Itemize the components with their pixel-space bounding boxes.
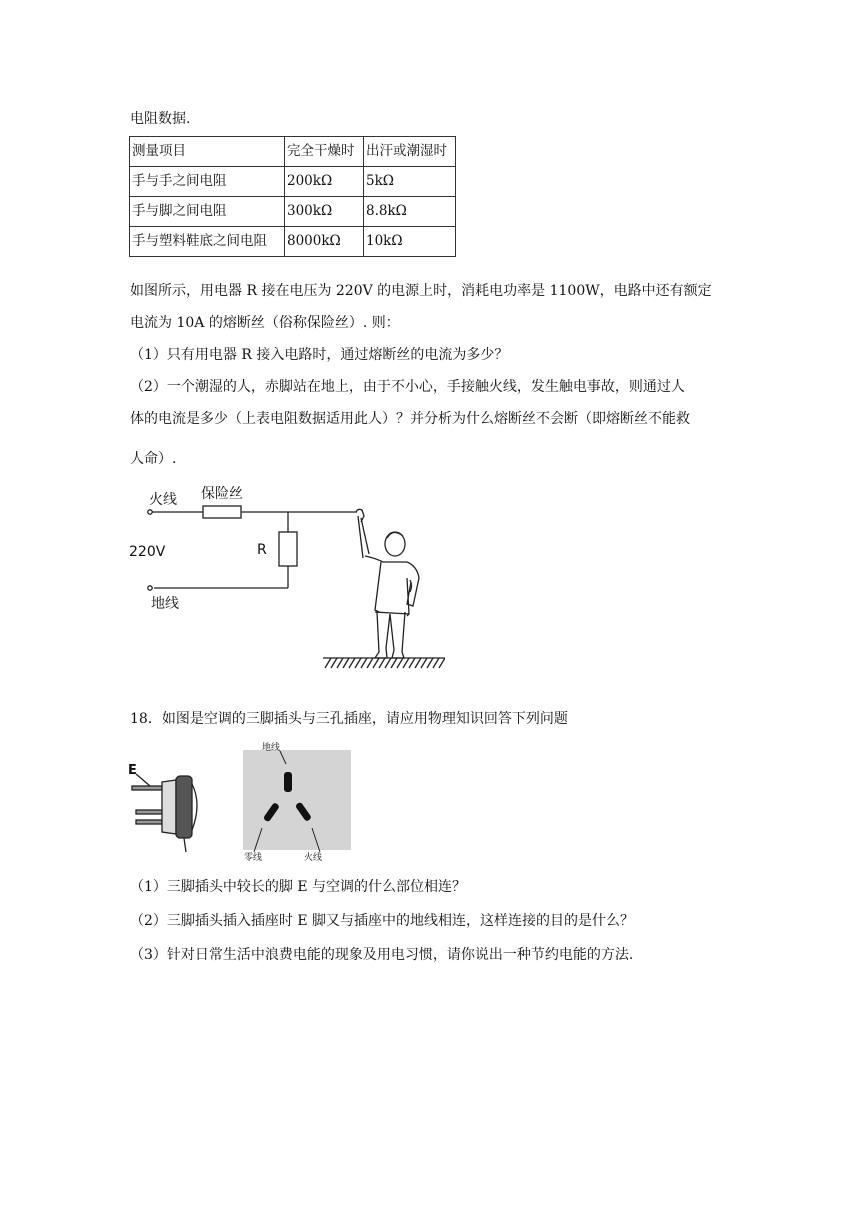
- q17-sub2-line2: 体的电流是多少（上表电阻数据适用此人）？并分析为什么熔断丝不会断（即熔断丝不能救: [130, 411, 690, 427]
- intro-text: 电阻数据.: [130, 111, 191, 127]
- live-terminal-icon: [148, 510, 152, 514]
- voltage-label: 220V: [129, 544, 166, 560]
- table-header-row: [130, 137, 456, 167]
- pin-e-label: E: [128, 763, 137, 778]
- table-cell: 测量项目: [130, 137, 285, 167]
- q18-sub1: （1）三脚插头中较长的脚 E 与空调的什么部位相连？: [130, 879, 467, 895]
- table-cell: 10kΩ: [364, 227, 456, 257]
- ground-hatch: [323, 658, 445, 668]
- resistor-icon: [279, 532, 297, 566]
- q17-sub2-line3: 人命）.: [130, 451, 177, 467]
- table-cell: 8.8kΩ: [364, 197, 456, 227]
- resistor-label: R: [257, 542, 267, 558]
- table-cell: 5kΩ: [364, 167, 456, 197]
- fuse-icon: [203, 506, 241, 518]
- q18-title: 18．如图是空调的三脚插头与三孔插座，请应用物理知识回答下列问题: [130, 711, 568, 727]
- table-cell: 手与塑料鞋底之间电阻: [130, 227, 285, 257]
- table-cell: 完全干燥时: [285, 137, 364, 167]
- plug-figure: [126, 752, 212, 854]
- table-row: [130, 197, 456, 227]
- table-row: [130, 227, 456, 257]
- q17-sub1: （1）只有用电器 R 接入电路时，通过熔断丝的电流为多少？: [130, 347, 509, 363]
- live-wire-label: 火线: [149, 492, 177, 508]
- q18-sub3: （3）针对日常生活中浪费电能的现象及用电习惯，请你说出一种节约电能的方法.: [130, 947, 634, 963]
- socket-live-label: 火线: [304, 853, 323, 863]
- q17-text-line1: 如图所示，用电器 R 接在电压为 220V 的电源上时，消耗电功率是 1100W，电路中还有额定: [130, 283, 712, 299]
- table-cell: 出汗或潮湿时: [364, 137, 456, 167]
- table-cell: 300kΩ: [285, 197, 364, 227]
- table-cell: 8000kΩ: [285, 227, 364, 257]
- circuit-diagram: [125, 482, 445, 678]
- socket-earth-label: 地线: [262, 743, 281, 753]
- table-cell: 200kΩ: [285, 167, 364, 197]
- table-cell: 手与手之间电阻: [130, 167, 285, 197]
- earth-hole-icon: [284, 772, 292, 792]
- socket-figure: [240, 740, 354, 864]
- resistance-table: [129, 136, 456, 257]
- table-cell: 手与脚之间电阻: [130, 197, 285, 227]
- table-row: [130, 167, 456, 197]
- q17-text-line2: 电流为 10A 的熔断丝（俗称保险丝）. 则：: [130, 315, 400, 331]
- q17-sub2-line1: （2）一个潮湿的人，赤脚站在地上，由于不小心，手接触火线，发生触电事故，则通过人: [130, 379, 685, 395]
- q18-sub2: （2）三脚插头插入插座时 E 脚又与插座中的地线相连，这样连接的目的是什么？: [130, 913, 635, 929]
- ground-terminal-icon: [148, 586, 152, 590]
- person-figure: [356, 509, 419, 658]
- socket-neutral-label: 零线: [244, 853, 263, 863]
- fuse-label: 保险丝: [201, 486, 243, 502]
- ground-wire-label: 地线: [151, 596, 179, 612]
